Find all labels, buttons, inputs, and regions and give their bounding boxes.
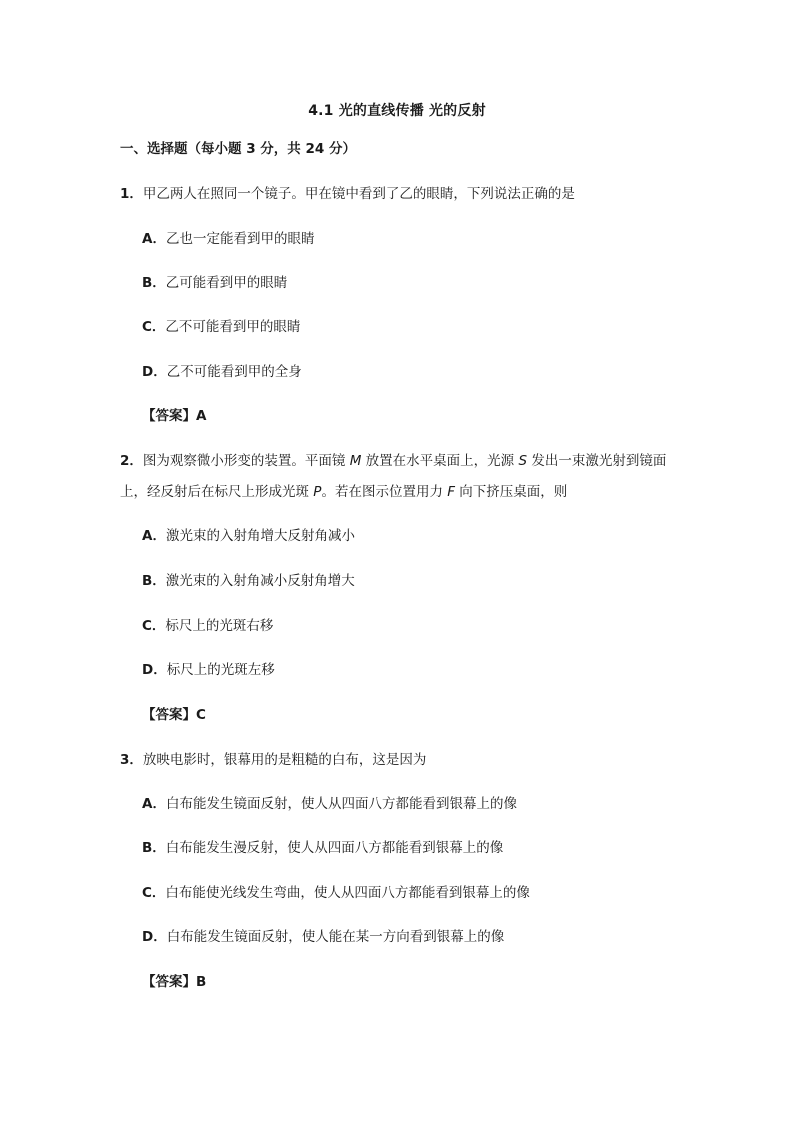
document-title: 4.1 光的直线传播 光的反射 (308, 103, 486, 119)
option-text: 激光束的入射角增大反射角减小 (165, 528, 355, 544)
option-text: 标尺上的光斑左移 (166, 662, 275, 678)
option-text: 乙不可能看到甲的全身 (166, 364, 302, 380)
question-3-answer: 【答案】B (142, 974, 207, 990)
option-text: 乙也一定能看到甲的眼睛 (165, 231, 315, 247)
question-text: 图为观察微小形变的装置。平面镜 (142, 453, 350, 469)
question-1-option-d (142, 362, 302, 382)
question-1-answer: 【答案】A (142, 408, 207, 424)
option-key: A． (142, 796, 166, 812)
question-3-option-a (142, 794, 517, 814)
option-text: 白布能发生漫反射，使人从四面八方都能看到银幕上的像 (165, 840, 504, 856)
question-3-stem (120, 750, 426, 770)
question-1-option-c (142, 317, 300, 337)
question-2-option-b (142, 571, 355, 591)
option-text: 白布能发生镜面反射，使人能在某一方向看到银幕上的像 (166, 929, 505, 945)
option-text: 白布能使光线发生弯曲，使人从四面八方都能看到银幕上的像 (165, 885, 530, 901)
question-2-option-a (142, 526, 355, 546)
question-1-stem (120, 184, 575, 204)
question-1-option-b (142, 273, 287, 293)
question-text: 向下挤压桌面，则 (455, 484, 568, 500)
option-text: 激光束的入射角减小反射角增大 (165, 573, 355, 589)
question-number: 1． (120, 186, 143, 202)
question-text: 发出一束激光射到镜面 (527, 453, 667, 469)
option-key: D． (142, 364, 167, 380)
option-key: B． (142, 840, 166, 856)
question-number: 3． (120, 752, 143, 768)
option-text: 白布能发生镜面反射，使人从四面八方都能看到银幕上的像 (165, 796, 517, 812)
symbol-s: S (518, 453, 528, 469)
option-key: B． (142, 573, 166, 589)
option-text: 乙不可能看到甲的眼睛 (165, 319, 301, 335)
question-2-answer: 【答案】C (142, 707, 206, 723)
option-key: D． (142, 662, 167, 678)
option-key: A． (142, 231, 166, 247)
question-2-stem-line-2 (120, 482, 567, 502)
option-text: 乙可能看到甲的眼睛 (165, 275, 288, 291)
option-key: D． (142, 929, 167, 945)
option-key: A． (142, 528, 166, 544)
question-text: 上，经反射后在标尺上形成光斑 (120, 484, 314, 500)
option-text: 标尺上的光斑右移 (165, 618, 274, 634)
question-2-stem-line-1 (120, 451, 666, 471)
question-3-option-d (142, 927, 504, 947)
symbol-m: M (349, 453, 362, 469)
question-text: 放置在水平桌面上，光源 (361, 453, 519, 469)
option-key: B． (142, 275, 166, 291)
question-text: 甲乙两人在照同一个镜子。甲在镜中看到了乙的眼睛，下列说法正确的是 (142, 186, 575, 202)
question-number: 2． (120, 453, 143, 469)
symbol-p: P (313, 484, 322, 500)
question-3-option-b (142, 838, 503, 858)
question-3-option-c (142, 883, 530, 903)
option-key: C． (142, 319, 166, 335)
option-key: C． (142, 885, 166, 901)
section-heading: 一、选择题（每小题 3 分，共 24 分） (120, 141, 356, 157)
question-text: 放映电影时，银幕用的是粗糙的白布，这是因为 (142, 752, 427, 768)
option-key: C． (142, 618, 166, 634)
symbol-f: F (447, 484, 456, 500)
question-2-option-c (142, 616, 273, 636)
question-2-option-d (142, 660, 275, 680)
question-text: 。若在图示位置用力 (321, 484, 448, 500)
question-1-option-a (142, 229, 314, 249)
